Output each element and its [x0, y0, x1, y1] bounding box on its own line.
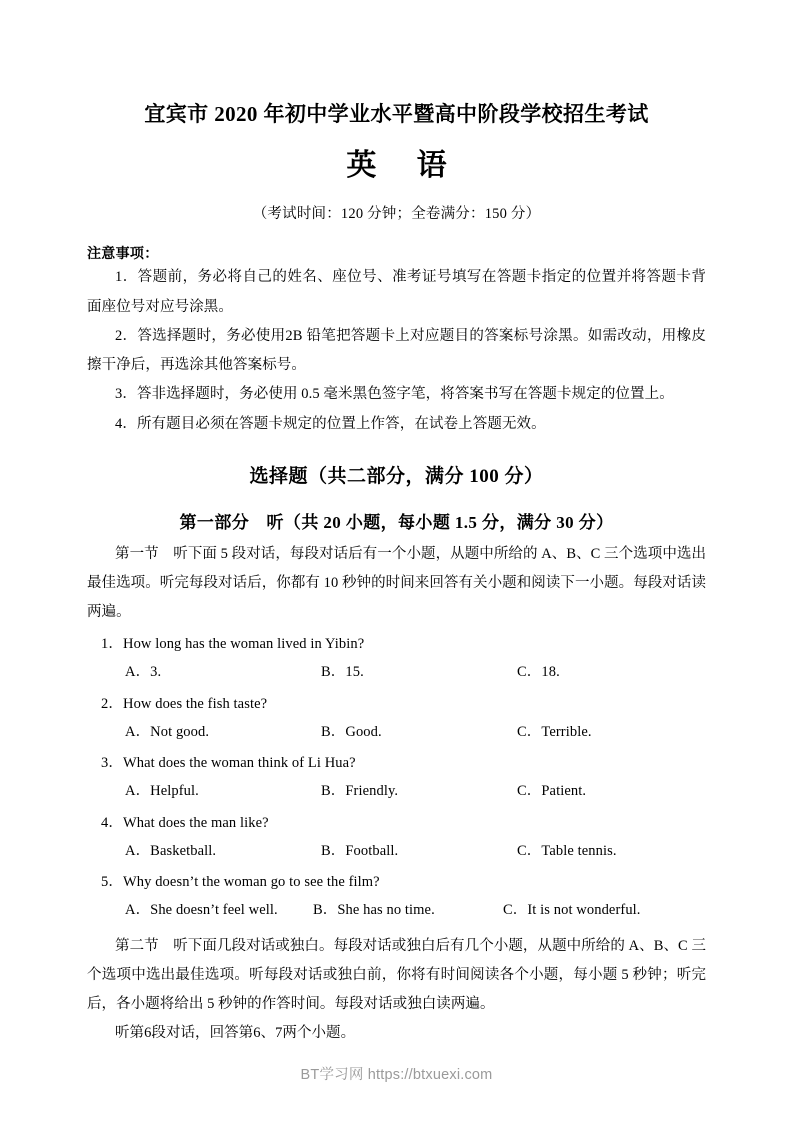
- question-text: What does the woman think of Li Hua?: [123, 755, 356, 772]
- question-options: [87, 896, 706, 924]
- notice-item: 1．答题前，务必将自己的姓名、座位号、准考证号填写在答题卡指定的位置并将答题卡背面座位号对应号涂黑。: [87, 269, 706, 315]
- notice-item: 2．答选择题时，务必使用2B 铅笔把答题卡上对应题目的答案标号涂黑。如需改动，用橡皮擦干净后，再选涂其他答案标号。: [87, 327, 706, 374]
- question-number: 4．: [101, 814, 123, 831]
- question-text: How long has the woman lived in Yibin?: [123, 636, 365, 653]
- question-stem: [87, 630, 706, 658]
- option-c[interactable]: C．Terrible.: [517, 723, 592, 740]
- option-a[interactable]: A．3.: [125, 664, 162, 681]
- option-b[interactable]: B．15.: [321, 664, 364, 681]
- notice-item: 3．答非选择题时，务必使用 0.5 毫米黑色签字笔，将答案书写在答题卡规定的位置上。: [115, 386, 674, 403]
- question-stem: [87, 690, 706, 718]
- footer-watermark: BT学习网 https://btxuexi.com: [300, 1067, 493, 1083]
- question-number: 3．: [101, 755, 123, 772]
- question-options: [87, 658, 706, 686]
- option-a[interactable]: A．She doesn’t feel well.: [125, 902, 278, 919]
- question-text: What does the man like?: [123, 814, 269, 831]
- question-item: [87, 690, 706, 747]
- section-two-instruction: 第二节 听下面几段对话或独白。每段对话或独白后有几个小题，从题中所给的 A、B、C 三个选项中选出最佳选项。听每段对话或独白前，你将有时间阅读各个小题，每小题 5 秒钟；听完后，各小题将给出 5 秒钟的作答时间。每段对话或独白读两遍。: [87, 937, 706, 1012]
- question-options: [87, 777, 706, 805]
- exam-meta: （考试时间：120 分钟；全卷满分：150 分）: [252, 206, 541, 223]
- option-c[interactable]: C．Patient.: [517, 783, 587, 800]
- option-a[interactable]: A．Helpful.: [125, 783, 199, 800]
- option-c[interactable]: C．It is not wonderful.: [503, 902, 641, 919]
- section-heading: 第一部分 听（共 20 小题，每小题 1.5 分，满分 30 分）: [179, 513, 614, 533]
- question-text: Why doesn’t the woman go to see the film?: [123, 874, 380, 891]
- option-a[interactable]: A．Basketball.: [125, 842, 217, 859]
- question-stem: [87, 749, 706, 777]
- option-c[interactable]: C．18.: [517, 664, 560, 681]
- question-stem: [87, 809, 706, 837]
- question-number: 5．: [101, 874, 123, 891]
- question-options: [87, 718, 706, 746]
- question-item: [87, 809, 706, 866]
- option-c[interactable]: C．Table tennis.: [517, 842, 617, 859]
- question-number: 2．: [101, 695, 123, 712]
- question-stem: [87, 868, 706, 896]
- section-one-instruction: 第一节 听下面 5 段对话，每段对话后有一个小题，从题中所给的 A、B、C 三个选项中选出最佳选项。听完每段对话后，你都有 10 秒钟的时间来回答有关小题和阅读下一小题。每段对话读两遍。: [87, 546, 706, 621]
- question-number: 1．: [101, 636, 123, 653]
- option-b[interactable]: B．Friendly.: [321, 783, 399, 800]
- page-title: 宜宾市 2020 年初中学业水平暨高中阶段学校招生考试: [144, 102, 649, 126]
- section-two-cue: 听第6段对话，回答第6、7两个小题。: [115, 1024, 356, 1041]
- part-heading: 选择题（共二部分，满分 100 分）: [249, 466, 544, 488]
- option-a[interactable]: A．Not good.: [125, 723, 210, 740]
- question-text: How does the fish taste?: [123, 695, 268, 712]
- question-item: [87, 868, 706, 925]
- option-b[interactable]: B．She has no time.: [313, 902, 435, 919]
- question-item: [87, 749, 706, 806]
- notice-heading: 注意事项：: [87, 245, 159, 262]
- subject-title: 英 语: [346, 149, 463, 183]
- notice-item: 4．所有题目必须在答题卡规定的位置上作答，在试卷上答题无效。: [115, 415, 546, 432]
- question-item: [87, 630, 706, 687]
- question-options: [87, 837, 706, 865]
- option-b[interactable]: B．Football.: [321, 842, 399, 859]
- option-b[interactable]: B．Good.: [321, 723, 382, 740]
